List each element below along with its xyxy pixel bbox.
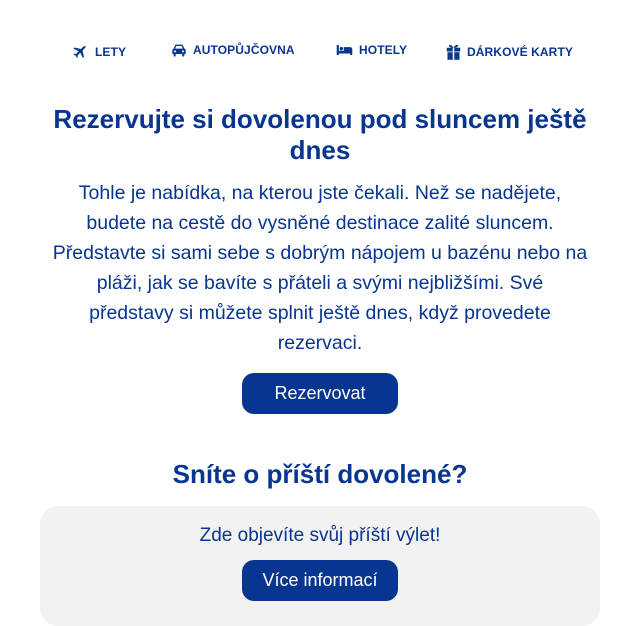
nav-item-label: DÁRKOVÉ KARTY xyxy=(467,44,573,59)
nav-item-flights[interactable] xyxy=(72,43,126,60)
hero-description: Tohle je nabídka, na kterou jste čekali. Než se nadějete, budete na cestě do vysněné destinace zalité sluncem. Představte si sami sebe s dobrým nápojem u bazénu nebo na pláži, jak se bavíte s přáteli a svými nejbližšími. Své představy si můžete splnit ještě dnes, když provedete rezervaci. xyxy=(52,182,588,354)
nav-item-gift-cards[interactable] xyxy=(446,43,573,60)
more-info-button[interactable]: Více informací xyxy=(242,560,398,601)
top-navigation xyxy=(0,43,640,63)
hero-title: Rezervujte si dovolenou pod sluncem ještě dnes xyxy=(53,104,587,165)
car-icon xyxy=(171,43,187,57)
book-button[interactable]: Rezervovat xyxy=(242,373,398,414)
nav-item-label: HOTELY xyxy=(359,43,408,57)
next-trip-text: Zde objevíte svůj příští výlet! xyxy=(199,525,441,546)
gift-icon xyxy=(446,43,461,60)
plane-icon xyxy=(72,43,89,60)
next-trip-card xyxy=(40,506,600,626)
nav-item-label: AUTOPŮJČOVNA xyxy=(193,43,295,57)
nav-item-label: LETY xyxy=(95,44,127,59)
nav-item-car-rental[interactable] xyxy=(171,43,295,57)
next-trip-title: Sníte o příští dovolené? xyxy=(172,459,468,489)
bed-icon xyxy=(336,44,353,56)
nav-item-hotels[interactable] xyxy=(336,43,407,57)
